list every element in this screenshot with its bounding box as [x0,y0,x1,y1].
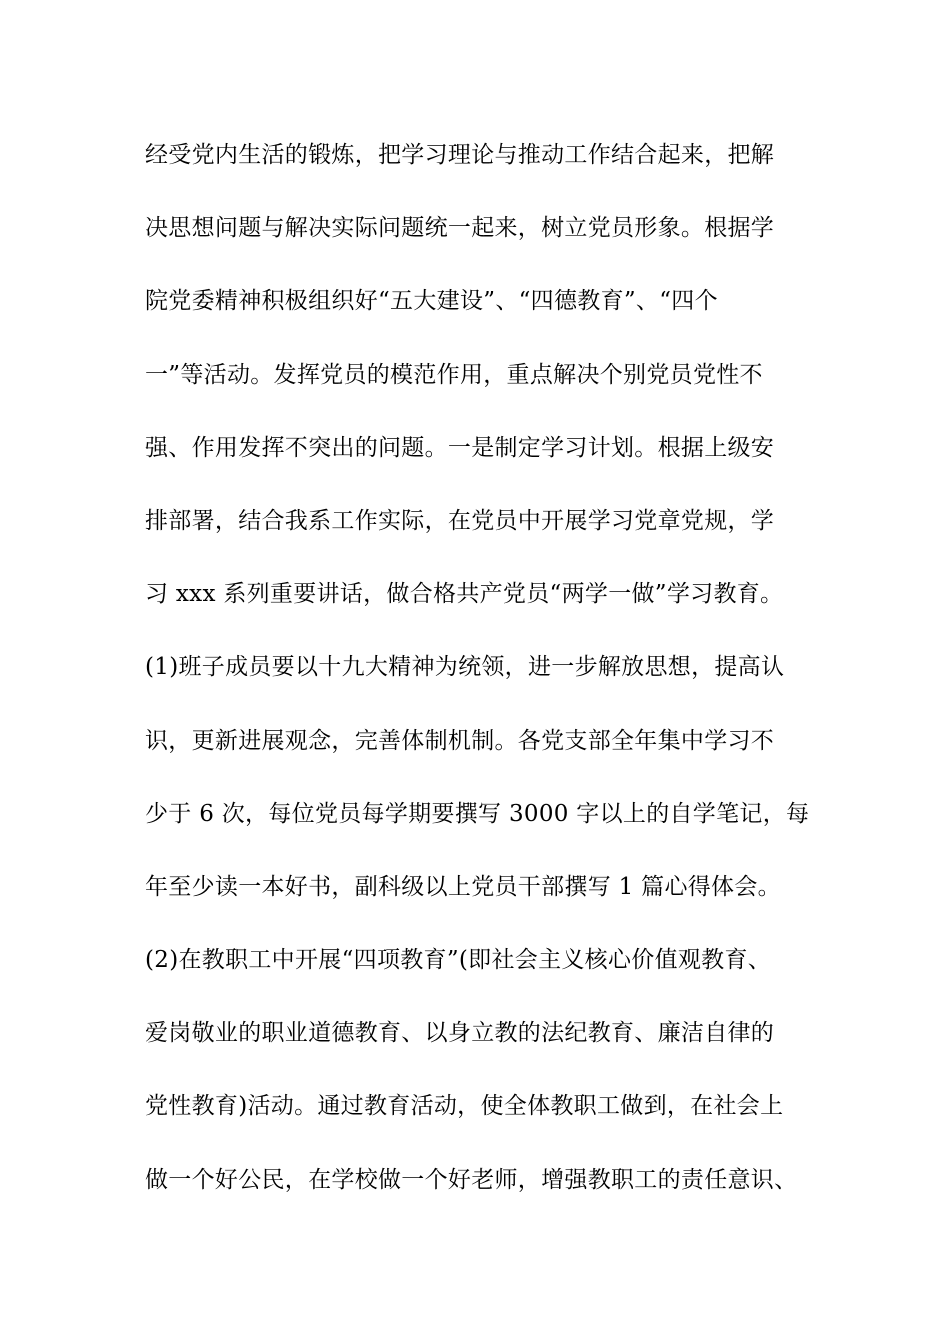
text-line-7: 习 xxx 系列重要讲话，做合格共产党员“两学一做”学习教育。 [145,581,784,608]
body-text [145,128,810,1226]
text-line-13: 爱岗敬业的职业道德教育、以身立教的法纪教育、廉洁自律的 [145,1020,775,1047]
text-line-6: 排部署，结合我系工作实际，在党员中开展学习党章党规，学 [145,507,775,534]
text-line-9: 识，更新进展观念，完善体制机制。各党支部全年集中学习不 [145,727,775,754]
text-line-4: 一”等活动。发挥党员的模范作用，重点解决个别党员党性不 [145,361,763,388]
text-line-2: 决思想问题与解决实际问题统一起来，树立党员形象。根据学 [145,215,775,242]
text-line-10: 少于 6 次，每位党员每学期要撰写 3000 字以上的自学笔记，每 [145,800,810,827]
text-line-5: 强、作用发挥不突出的问题。一是制定学习计划。根据上级安 [145,434,775,461]
text-line-11: 年至少读一本好书，副科级以上党员干部撰写 1 篇心得体会。 [145,873,781,900]
text-line-8: (1)班子成员要以十九大精神为统领，进一步解放思想，提高认 [145,654,785,681]
text-line-3: 院党委精神积极组织好“五大建设”、“四德教育”、“四个 [145,288,718,315]
text-line-1: 经受党内生活的锻炼，把学习理论与推动工作结合起来，把解 [145,142,775,168]
text-line-12: (2)在教职工中开展“四项教育”(即社会主义核心价值观教育、 [145,947,772,974]
text-line-14: 党性教育)活动。通过教育活动，使全体教职工做到，在社会上 [145,1093,784,1120]
text-line-15: 做一个好公民，在学校做一个好老师，增强教职工的责任意识、 [145,1166,798,1193]
